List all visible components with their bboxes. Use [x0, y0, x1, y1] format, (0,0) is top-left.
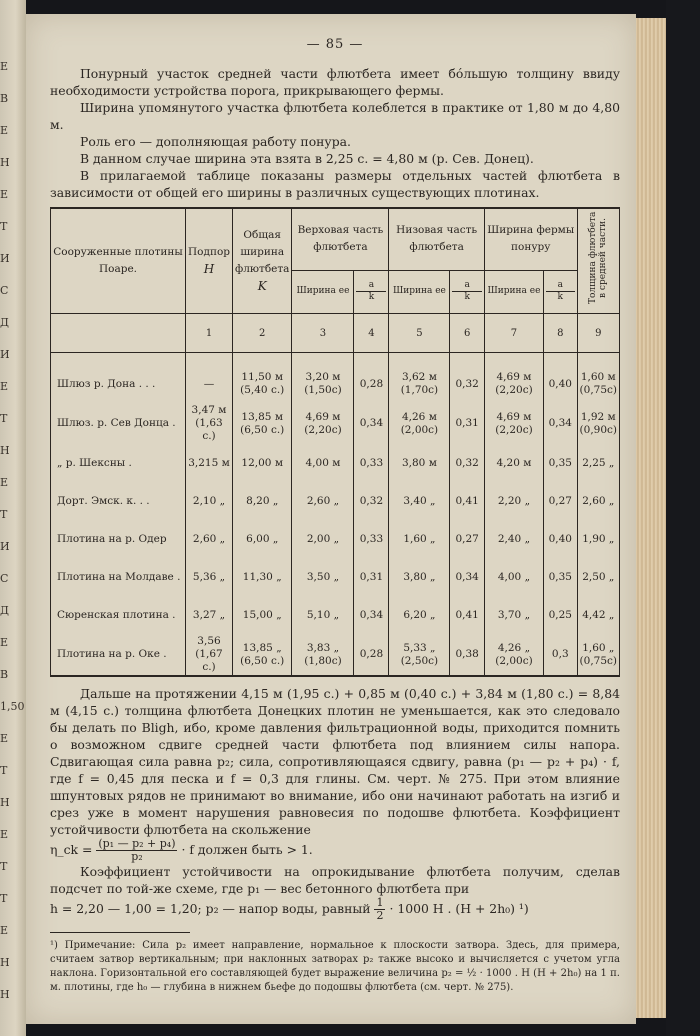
- table-cell: 1,92 м (0,90с): [577, 403, 619, 444]
- table-cell: 2,10 „: [186, 482, 233, 520]
- subheader-ratio: [450, 270, 484, 313]
- table-cell: 1,60 „ (0,75с): [577, 634, 619, 676]
- prev-page-text-fragment: Н: [0, 796, 10, 809]
- prev-page-text-fragment: Е: [0, 60, 9, 73]
- ratio-den: k: [557, 292, 563, 303]
- table-cell: 4,42 „: [577, 596, 619, 634]
- table-cell: 4,69 м (2,20с): [292, 403, 354, 444]
- table-cell: 3,80 м: [389, 444, 450, 482]
- dam-name-cell: Плотина на Молдаве .: [51, 558, 186, 596]
- table-cell: 1,90 „: [577, 520, 619, 558]
- table-cell: 3,62 м (1,70с): [389, 365, 450, 403]
- table-cell: 0,27: [544, 482, 578, 520]
- dam-name-cell: Шлюз р. Дона . . .: [51, 365, 186, 403]
- table-cell: 1,60 „: [389, 520, 450, 558]
- formula-denominator: p₂: [131, 850, 143, 863]
- table-cell: 2,40 „: [484, 520, 543, 558]
- table-cell: 3,56 (1,67 с.): [186, 634, 233, 676]
- table-cell: 2,50 „: [577, 558, 619, 596]
- prev-page-text-fragment: Е: [0, 636, 9, 649]
- table-cell: 0,41: [450, 596, 484, 634]
- dam-dimensions-table: [50, 207, 620, 677]
- prev-page-text-fragment: Н: [0, 988, 10, 1001]
- formula-numerator: (p₁ — p₂ + p₄): [98, 837, 176, 850]
- table-row: [51, 558, 620, 596]
- table-row: [51, 444, 620, 482]
- column-number-row: [51, 314, 620, 353]
- ratio-num: a: [546, 280, 575, 292]
- table-row: [51, 634, 620, 676]
- prev-page-text-fragment: И: [0, 348, 10, 361]
- column-number: 1: [186, 314, 233, 353]
- prev-page-text-fragment: В: [0, 92, 9, 105]
- formula-fraction: [374, 897, 385, 922]
- prev-page-text-fragment: Т: [0, 892, 8, 905]
- subheader-ratio: [544, 270, 578, 313]
- footnote-rule: [50, 932, 190, 933]
- table-cell: 0,33: [354, 444, 389, 482]
- column-number: 4: [354, 314, 389, 353]
- ratio-num: a: [356, 280, 386, 292]
- prev-page-text-fragment: Т: [0, 764, 8, 777]
- prev-page-text-fragment: Н: [0, 956, 10, 969]
- formula-line: [50, 897, 620, 922]
- table-cell: 11,30 „: [233, 558, 292, 596]
- page-content: [50, 36, 620, 995]
- prev-page-text-fragment: И: [0, 252, 10, 265]
- header-label: Ширина фермы понуру: [487, 224, 575, 254]
- table-cell: 2,20 „: [484, 482, 543, 520]
- table-cell: 0,35: [544, 444, 578, 482]
- header-label: Подпор: [188, 246, 230, 258]
- column-number: 5: [389, 314, 450, 353]
- formula-fraction: [96, 838, 177, 863]
- prev-page-text-fragment: Н: [0, 444, 10, 457]
- header-symbol: K: [257, 279, 267, 293]
- paragraph: В данном случае ширина эта взята в 2,25 с. = 4,80 м (р. Сев. Донец).: [80, 151, 534, 166]
- table-cell: 8,20 „: [233, 482, 292, 520]
- column-number: 8: [544, 314, 578, 353]
- paragraph: Ширина упомянутого участка флютбета колеблется в практике от 1,80 м до 4,80 м.: [50, 100, 620, 132]
- table-cell: 0,40: [544, 520, 578, 558]
- table-cell: 2,60 „: [577, 482, 619, 520]
- header-label: Низовая часть флютбета: [396, 224, 478, 254]
- prev-page-text-fragment: Е: [0, 188, 9, 201]
- column-number-blank: [51, 314, 186, 353]
- table-cell: 2,00 „: [292, 520, 354, 558]
- table-cell: 0,25: [544, 596, 578, 634]
- table-cell: 4,26 „ (2,00с): [484, 634, 543, 676]
- header-total-width: [233, 208, 292, 314]
- table-cell: 0,38: [450, 634, 484, 676]
- prev-page-text-fragment: Т: [0, 508, 8, 521]
- subheader-label: Ширина ее: [392, 286, 446, 297]
- formula-lhs: η_ck =: [50, 842, 93, 857]
- table-cell: 0,3: [544, 634, 578, 676]
- prev-page-text-fragment: С: [0, 572, 9, 585]
- table-row: [51, 520, 620, 558]
- dam-name-cell: Сюренская плотина .: [51, 596, 186, 634]
- table-cell: 4,69 м (2,20с): [484, 365, 543, 403]
- dam-name-cell: Плотина на р. Оке .: [51, 634, 186, 676]
- prev-page-text-fragment: Е: [0, 476, 9, 489]
- header-lower-part: [389, 208, 484, 270]
- header-upper-part: [292, 208, 389, 270]
- table-cell: 3,215 м: [186, 444, 233, 482]
- previous-page-edge: [0, 0, 26, 1036]
- header-frame-width: [484, 208, 577, 270]
- table-cell: 11,50 м (5,40 с.): [233, 365, 292, 403]
- page-stack-edge: [636, 18, 666, 1018]
- subheader-ratio: [354, 270, 389, 313]
- table-cell: 3,40 „: [389, 482, 450, 520]
- prev-page-text-fragment: Е: [0, 380, 9, 393]
- table-cell: 3,20 м (1,50с): [292, 365, 354, 403]
- table-spacer: [51, 353, 620, 366]
- table-cell: 13,85 „ (6,50 с.): [233, 634, 292, 676]
- header-label: Общая ширина флютбета: [235, 229, 290, 275]
- column-number: 2: [233, 314, 292, 353]
- table-cell: 0,32: [354, 482, 389, 520]
- formula-text: · 1000 H . (H + 2h₀) ¹): [389, 901, 529, 916]
- prev-page-text-fragment: Е: [0, 732, 9, 745]
- prev-page-text-fragment: Т: [0, 860, 8, 873]
- column-number: 9: [577, 314, 619, 353]
- subheader-label: Ширина ее: [487, 286, 541, 297]
- dam-name-cell: Плотина на р. Одер: [51, 520, 186, 558]
- table-cell: 2,60 „: [186, 520, 233, 558]
- prev-page-text-fragment: Д: [0, 604, 9, 617]
- table-body: [51, 314, 620, 677]
- table-cell: 0,27: [450, 520, 484, 558]
- table-cell: 2,60 „: [292, 482, 354, 520]
- table-cell: 4,20 м: [484, 444, 543, 482]
- prev-page-text-fragment: 1,50: [0, 700, 25, 713]
- table-cell: 0,31: [450, 403, 484, 444]
- dam-name-cell: Дорт. Эмск. к. . .: [51, 482, 186, 520]
- prev-page-text-fragment: И: [0, 540, 10, 553]
- header-symbol: H: [203, 262, 215, 276]
- table-cell: 0,28: [354, 365, 389, 403]
- table-cell: 12,00 м: [233, 444, 292, 482]
- table-cell: 3,27 „: [186, 596, 233, 634]
- table-cell: 5,33 „ (2,50с): [389, 634, 450, 676]
- ratio-den: k: [464, 292, 470, 303]
- header-thickness: [577, 208, 619, 314]
- dam-name-cell: „ р. Шексны .: [51, 444, 186, 482]
- prev-page-text-fragment: Е: [0, 124, 9, 137]
- paragraph: Понурный участок средней части флютбета имеет бóльшую толщину ввиду необходимости устройства порога, прикрывающего фермы.: [50, 66, 620, 98]
- table-cell: 4,26 м (2,00с): [389, 403, 450, 444]
- table-cell: 15,00 „: [233, 596, 292, 634]
- page-number: — 85 —: [306, 37, 364, 52]
- prev-page-text-fragment: Д: [0, 316, 9, 329]
- formula-numerator: 1: [376, 896, 384, 909]
- table-cell: 0,40: [544, 365, 578, 403]
- table-cell: 0,34: [450, 558, 484, 596]
- column-number: 3: [292, 314, 354, 353]
- dam-name-cell: Шлюз. р. Сев Донца .: [51, 403, 186, 444]
- table-cell: 0,32: [450, 365, 484, 403]
- header-label: Толщина флютбета в средней части.: [588, 211, 609, 305]
- table-row: [51, 596, 620, 634]
- table-cell: 0,33: [354, 520, 389, 558]
- column-number: 7: [484, 314, 543, 353]
- table-row: [51, 482, 620, 520]
- formula-rest: · f должен быть > 1.: [181, 842, 313, 857]
- table-cell: 5,36 „: [186, 558, 233, 596]
- subheader-width: [389, 270, 450, 313]
- formula-line: [50, 838, 620, 863]
- ratio-num: a: [452, 280, 481, 292]
- prev-page-text-fragment: Е: [0, 924, 9, 937]
- header-dam-name: [51, 208, 186, 314]
- table-row: [51, 403, 620, 444]
- table-cell: 5,10 „: [292, 596, 354, 634]
- paragraph: Дальше на протяжении 4,15 м (1,95 с.) + 0,85 м (0,40 с.) + 3,84 м (1,80 с.) = 8,84 м (4,15 с.) толщина флютбета Донецких плотин не уменьшается, как это следовало бы делать по Bligh, ибо, кроме давления фильтрационной воды, приходится помнить о возможном сдвиге средней части флютбета под влиянием силы напора. Сдвигающая сила равна p₂; сила, сопротивляющаяся сдвигу, равна (p₁ — p₂ + p₄) · f, где f = 0,45 для песка и f = 0,3 для глины. См. черт. № 275. При этом влияние шпунтовых рядов не принимают во внимание, ибо они начинают работать на изгиб и срез уже в момент нарушения равновесия по подошве флютбета. Коэффициент устойчивости флютбета на скольжение: [50, 686, 620, 837]
- table-cell: 0,32: [450, 444, 484, 482]
- subheader-label: Ширина ее: [296, 286, 350, 297]
- table-cell: 0,34: [544, 403, 578, 444]
- prev-page-text-fragment: Т: [0, 412, 8, 425]
- header-label: Верховая часть флютбета: [297, 224, 384, 254]
- subheader-width: [484, 270, 543, 313]
- footnote: ¹) Примечание: Сила p₂ имеет направление, нормальное к плоскости затвора. Здесь, для примера, считаем затвор вертикальным; при наклонных затворах p₂ также высоко и вычисляется с учетом угла наклона. Горизонтальной его составляющей будет выражение величина p₂ = ½ · 1000 . H (H + 2h₀) на 1 п. м. плотины, где h₀ — глубина в нижнем бьефе до подошвы флютбета (см. черт. № 275).: [50, 940, 620, 993]
- formula-text: h = 2,20 — 1,00 = 1,20; p₂ — напор воды, равный: [50, 901, 371, 916]
- table-cell: 3,47 м (1,63 с.): [186, 403, 233, 444]
- table-cell: 13,85 м (6,50 с.): [233, 403, 292, 444]
- table-cell: 2,25 „: [577, 444, 619, 482]
- formula-denominator: 2: [376, 909, 384, 922]
- subheader-width: [292, 270, 354, 313]
- table-cell: —: [186, 365, 233, 403]
- table-cell: 3,70 „: [484, 596, 543, 634]
- table-cell: 0,34: [354, 403, 389, 444]
- table-cell: 6,20 „: [389, 596, 450, 634]
- table-cell: 1,60 м (0,75с): [577, 365, 619, 403]
- table-cell: 0,31: [354, 558, 389, 596]
- table-cell: 0,34: [354, 596, 389, 634]
- column-number: 6: [450, 314, 484, 353]
- prev-page-text-fragment: В: [0, 668, 9, 681]
- paragraph: Коэффициент устойчивости на опрокидывание флютбета получим, сделав подсчет по той-же схеме, где p₁ — вес бетонного флютбета при: [50, 864, 620, 896]
- table-cell: 0,28: [354, 634, 389, 676]
- table-cell: 4,00 м: [292, 444, 354, 482]
- table-cell: 4,69 м (2,20с): [484, 403, 543, 444]
- header-podpor: [186, 208, 233, 314]
- paragraph: Роль его — дополняющая работу понура.: [80, 134, 351, 149]
- book-page: [26, 14, 636, 1024]
- prev-page-text-fragment: С: [0, 284, 9, 297]
- table-cell: 4,00 „: [484, 558, 543, 596]
- table-row: [51, 365, 620, 403]
- ratio-den: k: [368, 292, 375, 303]
- table-cell: 3,83 „ (1,80с): [292, 634, 354, 676]
- table-cell: 6,00 „: [233, 520, 292, 558]
- prev-page-text-fragment: Е: [0, 828, 9, 841]
- table-cell: 3,50 „: [292, 558, 354, 596]
- prev-page-text-fragment: Т: [0, 220, 8, 233]
- table-cell: 3,80 „: [389, 558, 450, 596]
- table-cell: 0,35: [544, 558, 578, 596]
- paragraph: В прилагаемой таблице показаны размеры отдельных частей флютбета в зависимости от общей его ширины в различных существующих плотинах.: [50, 168, 620, 200]
- table-cell: 0,41: [450, 482, 484, 520]
- prev-page-text-fragment: Н: [0, 156, 10, 169]
- background-right: [666, 0, 700, 1036]
- header-label: Сооруженные плотины Поаре.: [53, 246, 183, 275]
